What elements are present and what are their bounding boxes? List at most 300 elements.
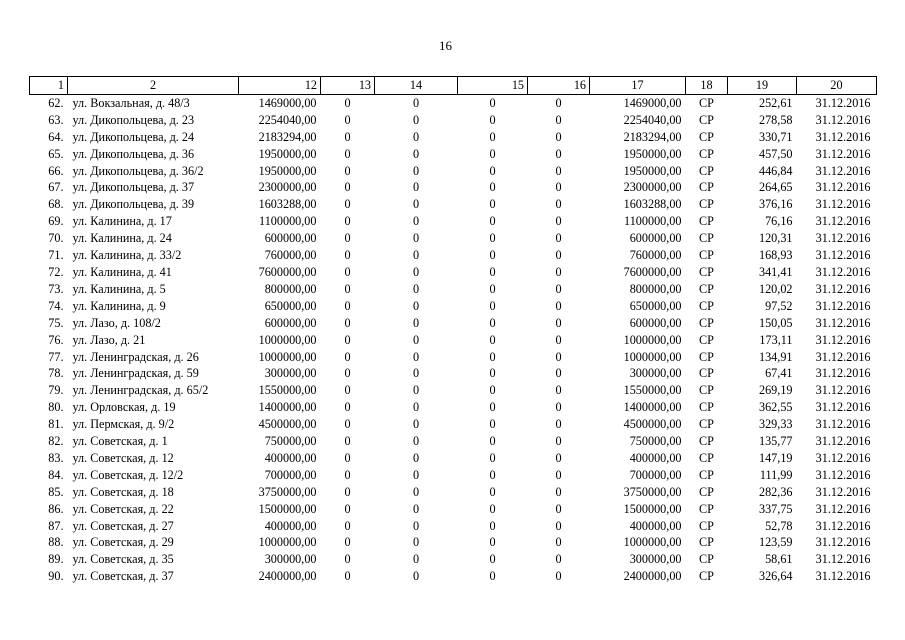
value-cell: 0 <box>555 332 562 347</box>
date-cell: 31.12.2016 <box>815 197 871 212</box>
row-number-cell: 68. <box>48 197 64 212</box>
code-cell: СР <box>699 332 714 347</box>
amount-cell: 700000,00 <box>264 467 317 482</box>
address-cell: ул. Советская, д. 1 <box>72 434 168 449</box>
value-cell: 0 <box>344 569 351 584</box>
value-cell: 0 <box>489 501 496 516</box>
row-number-cell: 81. <box>48 417 64 432</box>
value-cell: 0 <box>344 332 351 347</box>
value-cell: 0 <box>489 248 496 263</box>
amount-cell: 600000,00 <box>629 315 682 330</box>
address-cell: ул. Калинина, д. 33/2 <box>72 248 182 263</box>
value-cell: 0 <box>555 552 562 567</box>
value-cell: 0 <box>344 400 351 415</box>
table-row <box>30 129 877 146</box>
code-cell: СР <box>699 467 714 482</box>
value-cell: 0 <box>489 231 496 246</box>
address-cell: ул. Калинина, д. 24 <box>72 231 172 246</box>
row-number-cell: 67. <box>48 180 64 195</box>
date-cell: 31.12.2016 <box>815 129 871 144</box>
address-cell: ул. Лазо, д. 108/2 <box>72 315 161 330</box>
row-number-cell: 82. <box>48 434 64 449</box>
table-row <box>30 568 877 585</box>
address-cell: ул. Лазо, д. 21 <box>72 332 146 347</box>
value-cell: 0 <box>412 146 420 161</box>
value-cell: 0 <box>555 417 562 432</box>
date-cell: 31.12.2016 <box>815 518 871 533</box>
amount-cell: 1950000,00 <box>258 163 317 178</box>
value-cell: 0 <box>489 95 496 110</box>
date-cell: 31.12.2016 <box>815 417 871 432</box>
amount-cell: 1469000,00 <box>623 95 682 110</box>
address-cell: ул. Советская, д. 37 <box>72 569 174 584</box>
value-cell: 0 <box>555 467 562 482</box>
value-cell: 0 <box>489 163 496 178</box>
amount-cell: 3750000,00 <box>258 484 317 499</box>
value-cell: 0 <box>489 214 496 229</box>
amount-cell: 2300000,00 <box>623 180 682 195</box>
date-cell: 31.12.2016 <box>815 501 871 516</box>
row-number-cell: 79. <box>48 383 64 398</box>
row-number-cell: 86. <box>48 501 64 516</box>
value-cell: 0 <box>344 180 351 195</box>
area-cell: 252,61 <box>758 95 793 110</box>
value-cell: 0 <box>344 484 351 499</box>
area-cell: 134,91 <box>758 349 793 364</box>
value-cell: 0 <box>489 332 496 347</box>
address-cell: ул. Орловская, д. 19 <box>72 400 176 415</box>
column-header: 14 <box>375 77 458 95</box>
date-cell: 31.12.2016 <box>815 383 871 398</box>
value-cell: 0 <box>412 95 420 110</box>
row-number-cell: 75. <box>48 315 64 330</box>
value-cell: 0 <box>555 180 562 195</box>
date-cell: 31.12.2016 <box>815 315 871 330</box>
value-cell: 0 <box>412 332 420 347</box>
amount-cell: 1500000,00 <box>623 501 682 516</box>
value-cell: 0 <box>344 366 351 381</box>
value-cell: 0 <box>489 264 496 279</box>
value-cell: 0 <box>412 518 420 533</box>
row-number-cell: 70. <box>48 231 64 246</box>
amount-cell: 1400000,00 <box>623 400 682 415</box>
value-cell: 0 <box>412 467 420 482</box>
data-table <box>29 76 877 585</box>
amount-cell: 1000000,00 <box>623 349 682 364</box>
value-cell: 0 <box>489 197 496 212</box>
amount-cell: 400000,00 <box>629 450 682 465</box>
value-cell: 0 <box>344 163 351 178</box>
table-row <box>30 298 877 315</box>
address-cell: ул. Дикопольцева, д. 37 <box>72 180 195 195</box>
amount-cell: 2400000,00 <box>623 569 682 584</box>
area-cell: 76,16 <box>765 214 793 229</box>
value-cell: 0 <box>489 467 496 482</box>
value-cell: 0 <box>412 315 420 330</box>
code-cell: СР <box>699 129 714 144</box>
value-cell: 0 <box>412 450 420 465</box>
code-cell: СР <box>699 501 714 516</box>
area-cell: 341,41 <box>758 264 793 279</box>
value-cell: 0 <box>489 552 496 567</box>
table-row <box>30 551 877 568</box>
table-row <box>30 382 877 399</box>
column-header: 15 <box>458 77 528 95</box>
area-cell: 58,61 <box>765 552 793 567</box>
area-cell: 97,52 <box>765 298 793 313</box>
address-cell: ул. Советская, д. 27 <box>72 518 174 533</box>
table-row <box>30 146 877 163</box>
amount-cell: 650000,00 <box>264 298 317 313</box>
amount-cell: 750000,00 <box>264 434 317 449</box>
row-number-cell: 64. <box>48 129 64 144</box>
area-cell: 282,36 <box>758 484 793 499</box>
table-row <box>30 365 877 382</box>
value-cell: 0 <box>412 197 420 212</box>
code-cell: СР <box>699 112 714 127</box>
value-cell: 0 <box>344 535 351 550</box>
amount-cell: 1603288,00 <box>258 197 317 212</box>
amount-cell: 2300000,00 <box>258 180 317 195</box>
value-cell: 0 <box>555 315 562 330</box>
amount-cell: 7600000,00 <box>623 264 682 279</box>
area-cell: 330,71 <box>758 129 793 144</box>
value-cell: 0 <box>489 129 496 144</box>
date-cell: 31.12.2016 <box>815 281 871 296</box>
date-cell: 31.12.2016 <box>815 214 871 229</box>
date-cell: 31.12.2016 <box>815 569 871 584</box>
value-cell: 0 <box>412 281 420 296</box>
value-cell: 0 <box>344 214 351 229</box>
value-cell: 0 <box>555 518 562 533</box>
area-cell: 52,78 <box>765 518 793 533</box>
date-cell: 31.12.2016 <box>815 450 871 465</box>
code-cell: СР <box>699 417 714 432</box>
value-cell: 0 <box>412 417 420 432</box>
amount-cell: 1400000,00 <box>258 400 317 415</box>
amount-cell: 1550000,00 <box>623 383 682 398</box>
value-cell: 0 <box>412 535 420 550</box>
row-number-cell: 63. <box>48 112 64 127</box>
amount-cell: 1100000,00 <box>259 214 317 229</box>
date-cell: 31.12.2016 <box>815 332 871 347</box>
date-cell: 31.12.2016 <box>815 163 871 178</box>
address-cell: ул. Дикопольцева, д. 39 <box>72 197 195 212</box>
value-cell: 0 <box>555 231 562 246</box>
table-row <box>30 163 877 180</box>
area-cell: 457,50 <box>758 146 793 161</box>
address-cell: ул. Дикопольцева, д. 36 <box>72 146 195 161</box>
address-cell: ул. Ленинградская, д. 65/2 <box>72 383 209 398</box>
amount-cell: 1000000,00 <box>258 349 317 364</box>
value-cell: 0 <box>489 315 496 330</box>
code-cell: СР <box>699 518 714 533</box>
table-row <box>30 213 877 230</box>
address-cell: ул. Дикопольцева, д. 23 <box>72 112 195 127</box>
amount-cell: 1100000,00 <box>624 214 682 229</box>
value-cell: 0 <box>412 298 420 313</box>
amount-cell: 1950000,00 <box>623 146 682 161</box>
amount-cell: 760000,00 <box>629 248 682 263</box>
table-row <box>30 179 877 196</box>
value-cell: 0 <box>344 467 351 482</box>
address-cell: ул. Пермская, д. 9/2 <box>72 417 175 432</box>
value-cell: 0 <box>555 450 562 465</box>
value-cell: 0 <box>344 434 351 449</box>
amount-cell: 2183294,00 <box>258 129 317 144</box>
value-cell: 0 <box>344 129 351 144</box>
amount-cell: 700000,00 <box>629 467 682 482</box>
table-row <box>30 230 877 247</box>
value-cell: 0 <box>489 518 496 533</box>
row-number-cell: 83. <box>48 450 64 465</box>
area-cell: 362,55 <box>758 400 793 415</box>
address-cell: ул. Советская, д. 29 <box>72 535 174 550</box>
area-cell: 173,11 <box>759 332 793 347</box>
value-cell: 0 <box>555 129 562 144</box>
area-cell: 123,59 <box>758 535 793 550</box>
amount-cell: 760000,00 <box>264 248 317 263</box>
column-header: 18 <box>686 77 728 95</box>
code-cell: СР <box>699 552 714 567</box>
date-cell: 31.12.2016 <box>815 264 871 279</box>
address-cell: ул. Ленинградская, д. 26 <box>72 349 199 364</box>
code-cell: СР <box>699 383 714 398</box>
value-cell: 0 <box>555 569 562 584</box>
code-cell: СР <box>699 197 714 212</box>
value-cell: 0 <box>489 569 496 584</box>
amount-cell: 1950000,00 <box>258 146 317 161</box>
value-cell: 0 <box>555 197 562 212</box>
column-header: 19 <box>728 77 797 95</box>
code-cell: СР <box>699 264 714 279</box>
column-header: 17 <box>590 77 686 95</box>
value-cell: 0 <box>489 535 496 550</box>
area-cell: 329,33 <box>758 417 793 432</box>
value-cell: 0 <box>344 552 351 567</box>
value-cell: 0 <box>344 383 351 398</box>
date-cell: 31.12.2016 <box>815 180 871 195</box>
amount-cell: 2254040,00 <box>258 112 317 127</box>
row-number-cell: 77. <box>48 349 64 364</box>
code-cell: СР <box>699 484 714 499</box>
value-cell: 0 <box>555 484 562 499</box>
row-number-cell: 71. <box>48 248 64 263</box>
value-cell: 0 <box>412 129 420 144</box>
area-cell: 67,41 <box>765 366 793 381</box>
value-cell: 0 <box>344 417 351 432</box>
amount-cell: 3750000,00 <box>623 484 682 499</box>
value-cell: 0 <box>344 518 351 533</box>
date-cell: 31.12.2016 <box>815 484 871 499</box>
table-row <box>30 112 877 129</box>
value-cell: 0 <box>412 248 420 263</box>
value-cell: 0 <box>489 383 496 398</box>
amount-cell: 1469000,00 <box>258 95 317 110</box>
value-cell: 0 <box>555 264 562 279</box>
date-cell: 31.12.2016 <box>815 248 871 263</box>
code-cell: СР <box>699 231 714 246</box>
area-cell: 446,84 <box>758 163 793 178</box>
date-cell: 31.12.2016 <box>815 112 871 127</box>
address-cell: ул. Калинина, д. 5 <box>72 281 166 296</box>
value-cell: 0 <box>412 180 420 195</box>
area-cell: 376,16 <box>758 197 793 212</box>
column-header: 1 <box>30 77 68 95</box>
date-cell: 31.12.2016 <box>815 95 871 110</box>
value-cell: 0 <box>489 180 496 195</box>
date-cell: 31.12.2016 <box>815 552 871 567</box>
column-header: 2 <box>68 77 239 95</box>
value-cell: 0 <box>489 400 496 415</box>
value-cell: 0 <box>344 264 351 279</box>
value-cell: 0 <box>555 214 562 229</box>
value-cell: 0 <box>489 484 496 499</box>
table-row <box>30 484 877 501</box>
row-number-cell: 84. <box>48 467 64 482</box>
code-cell: СР <box>699 146 714 161</box>
code-cell: СР <box>699 569 714 584</box>
code-cell: СР <box>699 400 714 415</box>
code-cell: СР <box>699 434 714 449</box>
table-row <box>30 247 877 264</box>
table-row <box>30 94 877 111</box>
amount-cell: 800000,00 <box>264 281 317 296</box>
value-cell: 0 <box>489 146 496 161</box>
amount-cell: 1000000,00 <box>258 535 317 550</box>
value-cell: 0 <box>555 112 562 127</box>
value-cell: 0 <box>412 484 420 499</box>
value-cell: 0 <box>489 298 496 313</box>
value-cell: 0 <box>489 281 496 296</box>
table-row <box>30 349 877 366</box>
table-row <box>30 518 877 535</box>
area-cell: 120,02 <box>758 281 793 296</box>
address-cell: ул. Калинина, д. 41 <box>72 264 172 279</box>
row-number-cell: 76. <box>48 332 64 347</box>
address-cell: ул. Дикопольцева, д. 24 <box>72 129 195 144</box>
area-cell: 168,93 <box>758 248 793 263</box>
amount-cell: 1500000,00 <box>258 501 317 516</box>
value-cell: 0 <box>555 501 562 516</box>
value-cell: 0 <box>412 383 420 398</box>
code-cell: СР <box>699 366 714 381</box>
amount-cell: 1000000,00 <box>258 332 317 347</box>
value-cell: 0 <box>412 349 420 364</box>
amount-cell: 1950000,00 <box>623 163 682 178</box>
amount-cell: 4500000,00 <box>258 417 317 432</box>
value-cell: 0 <box>344 112 351 127</box>
amount-cell: 4500000,00 <box>623 417 682 432</box>
row-number-cell: 87. <box>48 518 64 533</box>
amount-cell: 1603288,00 <box>623 197 682 212</box>
value-cell: 0 <box>489 434 496 449</box>
table-row <box>30 264 877 281</box>
value-cell: 0 <box>412 501 420 516</box>
amount-cell: 750000,00 <box>629 434 682 449</box>
page-number: 16 <box>439 38 452 53</box>
area-cell: 278,58 <box>758 112 793 127</box>
area-cell: 337,75 <box>758 501 793 516</box>
address-cell: ул. Советская, д. 12 <box>72 450 174 465</box>
table-row <box>30 332 877 349</box>
area-cell: 264,65 <box>758 180 793 195</box>
value-cell: 0 <box>555 366 562 381</box>
value-cell: 0 <box>344 281 351 296</box>
amount-cell: 600000,00 <box>264 231 317 246</box>
date-cell: 31.12.2016 <box>815 434 871 449</box>
value-cell: 0 <box>412 400 420 415</box>
amount-cell: 300000,00 <box>629 366 682 381</box>
row-number-cell: 88. <box>48 535 64 550</box>
row-number-cell: 78. <box>48 366 64 381</box>
value-cell: 0 <box>344 298 351 313</box>
row-number-cell: 72. <box>48 264 64 279</box>
value-cell: 0 <box>555 281 562 296</box>
table-row <box>30 501 877 518</box>
area-cell: 326,64 <box>758 569 793 584</box>
value-cell: 0 <box>555 163 562 178</box>
value-cell: 0 <box>412 434 420 449</box>
row-number-cell: 65. <box>48 146 64 161</box>
value-cell: 0 <box>489 349 496 364</box>
area-cell: 269,19 <box>758 383 793 398</box>
value-cell: 0 <box>555 95 562 110</box>
address-cell: ул. Ленинградская, д. 59 <box>72 366 199 381</box>
value-cell: 0 <box>555 349 562 364</box>
value-cell: 0 <box>344 95 351 110</box>
address-cell: ул. Дикопольцева, д. 36/2 <box>72 163 204 178</box>
table-row <box>30 281 877 298</box>
amount-cell: 1000000,00 <box>623 332 682 347</box>
amount-cell: 1550000,00 <box>258 383 317 398</box>
row-number-cell: 69. <box>48 214 64 229</box>
amount-cell: 7600000,00 <box>258 264 317 279</box>
value-cell: 0 <box>344 315 351 330</box>
value-cell: 0 <box>344 146 351 161</box>
row-number-cell: 85. <box>48 484 64 499</box>
value-cell: 0 <box>555 248 562 263</box>
amount-cell: 2400000,00 <box>258 569 317 584</box>
column-header: 16 <box>528 77 590 95</box>
value-cell: 0 <box>412 264 420 279</box>
area-cell: 120,31 <box>758 231 793 246</box>
amount-cell: 2183294,00 <box>623 129 682 144</box>
code-cell: СР <box>699 95 714 110</box>
amount-cell: 2254040,00 <box>623 112 682 127</box>
value-cell: 0 <box>412 366 420 381</box>
amount-cell: 400000,00 <box>264 450 317 465</box>
table-row <box>30 315 877 332</box>
table-row <box>30 467 877 484</box>
value-cell: 0 <box>489 450 496 465</box>
value-cell: 0 <box>412 163 420 178</box>
value-cell: 0 <box>555 400 562 415</box>
row-number-cell: 90. <box>48 569 64 584</box>
table-row <box>30 433 877 450</box>
date-cell: 31.12.2016 <box>815 400 871 415</box>
date-cell: 31.12.2016 <box>815 366 871 381</box>
value-cell: 0 <box>489 366 496 381</box>
value-cell: 0 <box>489 112 496 127</box>
address-cell: ул. Советская, д. 12/2 <box>72 467 184 482</box>
code-cell: СР <box>699 248 714 263</box>
row-number-cell: 66. <box>48 163 64 178</box>
column-header: 13 <box>321 77 375 95</box>
code-cell: СР <box>699 180 714 195</box>
address-cell: ул. Советская, д. 22 <box>72 501 174 516</box>
amount-cell: 600000,00 <box>264 315 317 330</box>
